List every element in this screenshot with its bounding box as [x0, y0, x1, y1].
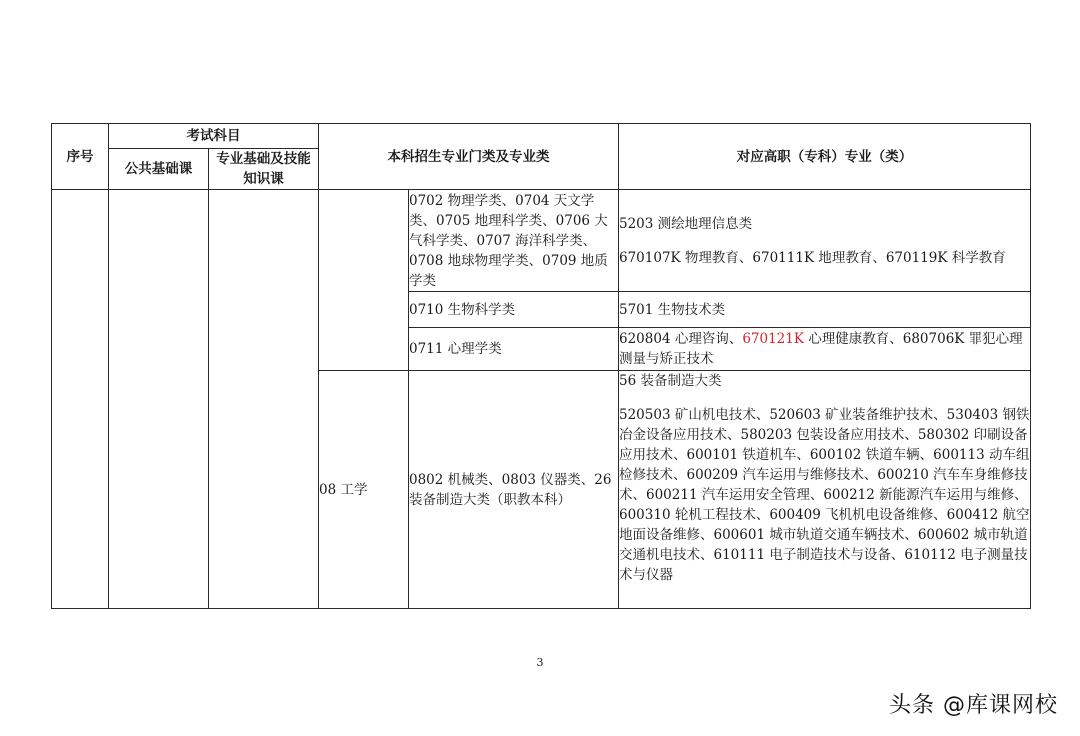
undergrad-majors-cell: 0711 心理学类 [409, 328, 619, 371]
page-number: 3 [536, 656, 544, 669]
header-undergrad-majors: 本科招生专业门类及专业类 [319, 124, 619, 190]
professional-course-cell [209, 190, 319, 609]
header-seq: 序号 [52, 124, 109, 190]
category-cell [319, 190, 409, 371]
vocational-line: 670107K 物理教育、670111K 地理教育、670119K 科学教育 [619, 249, 1006, 266]
header-vocational-majors: 对应高职（专科）专业（类） [619, 124, 1031, 190]
vocational-text: 心理健康教育、680706K 罪犯心理测量与矫正技术 [619, 331, 1023, 367]
major-correspondence-table [51, 123, 1031, 609]
table-row [52, 190, 1031, 292]
header-exam-subjects: 考试科目 [109, 124, 319, 149]
undergrad-majors-cell: 0802 机械类、0803 仪器类、26 装备制造大类（职教本科） [409, 371, 619, 609]
header-professional-course: 专业基础及技能知识课 [209, 149, 319, 190]
vocational-majors-cell: 5701 生物技术类 [619, 292, 1031, 328]
undergrad-majors-cell: 0710 生物科学类 [409, 292, 619, 328]
public-course-cell [109, 190, 209, 609]
header-public-course: 公共基础课 [109, 149, 209, 190]
vocational-text: 620804 心理咨询、 [619, 331, 743, 347]
highlighted-code: 670121K [742, 331, 804, 347]
vocational-majors-cell [619, 190, 1031, 292]
vocational-majors-cell [619, 371, 1031, 609]
undergrad-majors-cell: 0702 物理学类、0704 天文学类、0705 地理科学类、0706 大气科学类、0707 海洋科学类、0708 地球物理学类、0709 地质学类 [409, 190, 619, 292]
vocational-line: 5203 测绘地理信息类 [619, 215, 753, 232]
vocational-majors-cell [619, 328, 1031, 371]
vocational-title: 56 装备制造大类 [619, 373, 722, 389]
vocational-text: 520503 矿山机电技术、520603 矿业装备维护技术、530403 钢铁冶金设备应用技术、580203 包装设备应用技术、580302 印刷设备应用技术、600101 铁道机车、600102 铁道车辆、600113 动车组检修技术、600209 汽车运用与维修技术、600210 汽车车身维修技术、600211 汽车运用安全管理、600212 新能源汽车运用与维修、600310 轮机工程技术、600409 飞机机电设备维修、600412 航空地面设备维修、600601 城市轨道交通车辆技术、600602 城市轨道交通机电技术、610111 电子制造技术与设备、610112 电子测量技术与仪器 [619, 407, 1030, 583]
watermark: 头条 @库课网校 [889, 693, 1058, 718]
seq-cell [52, 190, 109, 609]
category-cell: 08 工学 [319, 371, 409, 609]
